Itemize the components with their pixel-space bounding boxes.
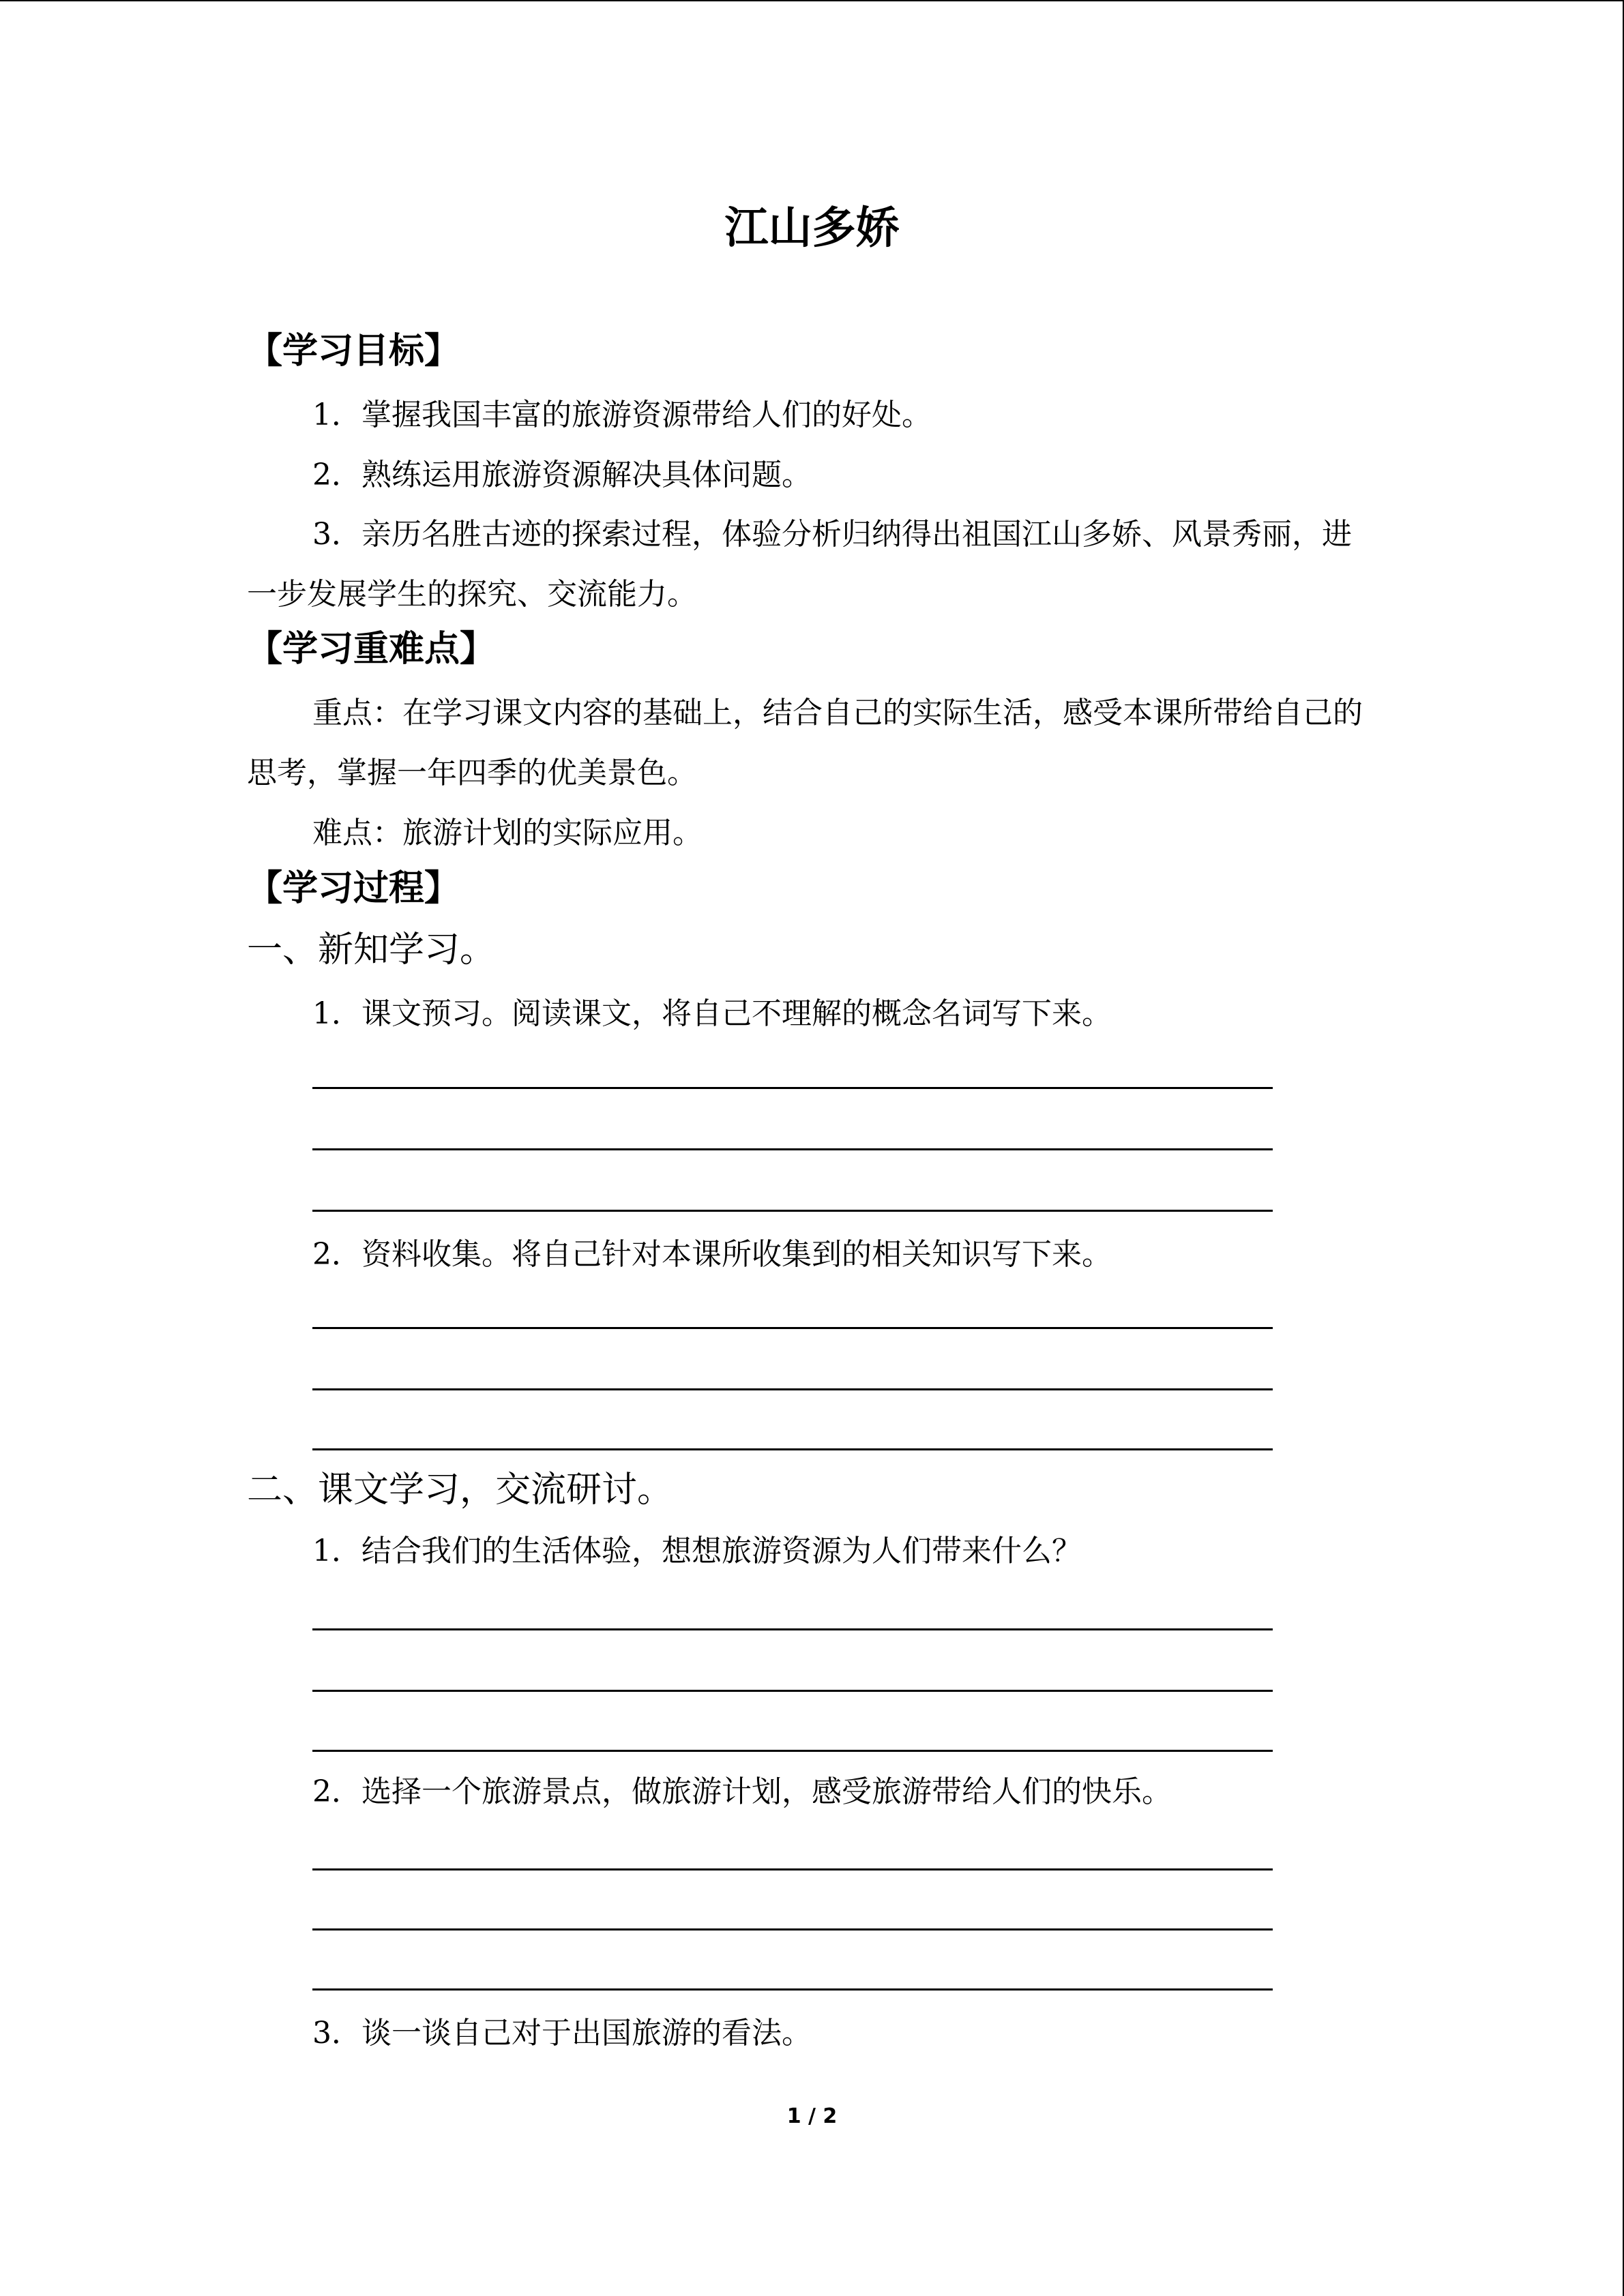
part2-question-3: 3．谈一谈自己对于出国旅游的看法。 [312,2016,812,2051]
answer-line[interactable] [312,1087,1273,1089]
answer-line[interactable] [312,1690,1273,1692]
answer-line[interactable] [312,1210,1273,1212]
part2-question-2: 2．选择一个旅游景点，做旅游计划，感受旅游带给人们的快乐。 [312,1774,1172,1809]
objective-item-3: 3．亲历名胜古迹的探索过程，体验分析归纳得出祖国江山多娇、风景秀丽，进一步发展学生的探究、交流能力。 [247,517,1352,612]
key-point-difficulty: 难点：旅游计划的实际应用。 [312,816,703,850]
key-point-focus: 重点：在学习课文内容的基础上，结合自己的实际生活，感受本课所带给自己的思考，掌握一年四季的优美景色。 [247,696,1363,790]
part2-question-1: 1．结合我们的生活体验，想想旅游资源为人们带来什么？ [312,1534,1082,1568]
part1-title: 一、新知学习。 [247,929,496,970]
answer-line[interactable] [312,1388,1273,1390]
page-top-border [0,0,1624,1]
answer-line[interactable] [312,1928,1273,1930]
answer-line[interactable] [312,1868,1273,1870]
answer-line[interactable] [312,1448,1273,1450]
key-points-heading: 【学习重难点】 [247,629,496,670]
answer-line[interactable] [312,1988,1273,1991]
process-heading: 【学习过程】 [247,868,460,909]
objectives-heading: 【学习目标】 [247,331,460,372]
part1-question-2: 2．资料收集。将自己针对本课所收集到的相关知识写下来。 [312,1237,1112,1272]
answer-line[interactable] [312,1628,1273,1630]
part1-question-1: 1．课文预习。阅读课文，将自己不理解的概念名词写下来。 [312,996,1112,1031]
objective-item-1: 1．掌握我国丰富的旅游资源带给人们的好处。 [312,398,932,432]
objective-item-2: 2．熟练运用旅游资源解决具体问题。 [312,458,812,492]
document-title: 江山多娇 [724,203,900,254]
part2-title: 二、课文学习，交流研讨。 [247,1470,673,1510]
page-number: 1 / 2 [786,2104,838,2128]
answer-line[interactable] [312,1750,1273,1752]
answer-line[interactable] [312,1327,1273,1329]
answer-line[interactable] [312,1148,1273,1150]
